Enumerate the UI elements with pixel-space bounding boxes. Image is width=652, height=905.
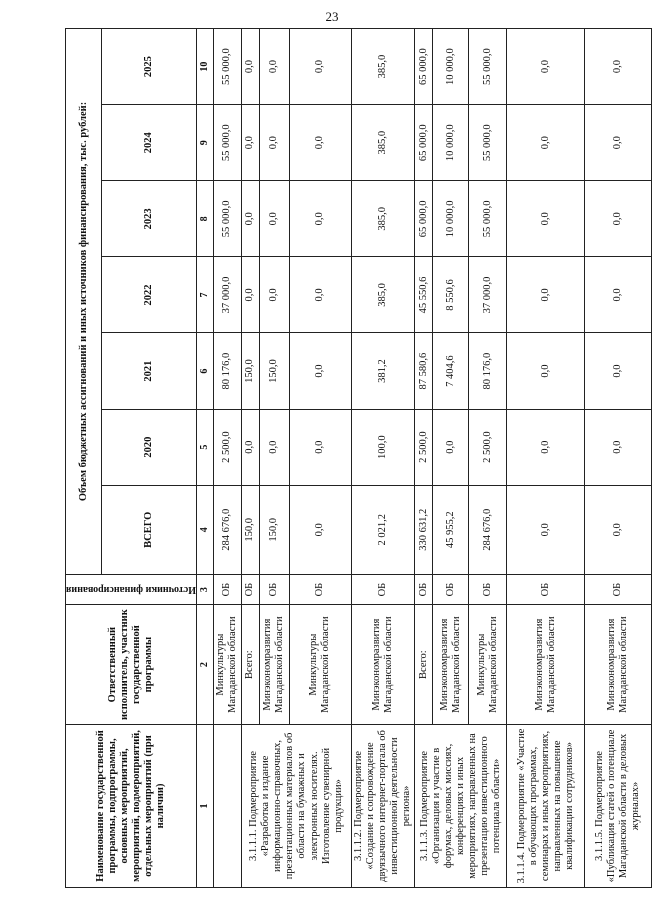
value-cell: 0,0 bbox=[507, 105, 585, 181]
row-name: 3.1.1.5. Подмероприятие «Публикация статей о потенциале Магаданской области в деловых журналах» bbox=[585, 724, 652, 887]
value-cell: 2 500,0 bbox=[415, 409, 433, 485]
value-cell: 100,0 bbox=[351, 409, 414, 485]
value-cell: 0,0 bbox=[585, 257, 652, 333]
year-header: ВСЕГО bbox=[102, 485, 197, 574]
value-cell: 55 000,0 bbox=[213, 29, 241, 105]
index-cell: 8 bbox=[196, 181, 213, 257]
budget-table bbox=[65, 28, 652, 888]
row-name: 3.1.1.2. Подмероприятие «Создание и сопровождение двуязычного интернет-портала об инвестиционной деятельности региона» bbox=[351, 724, 414, 887]
index-cell: 9 bbox=[196, 105, 213, 181]
row-source: ОБ bbox=[351, 574, 414, 604]
value-cell: 65 000,0 bbox=[415, 181, 433, 257]
value-cell: 2 021,2 bbox=[351, 485, 414, 574]
value-cell: 8 550,6 bbox=[433, 257, 469, 333]
value-cell: 150,0 bbox=[241, 333, 259, 409]
value-cell: 0,0 bbox=[507, 485, 585, 574]
table-row bbox=[507, 29, 585, 888]
value-cell: 45 955,2 bbox=[433, 485, 469, 574]
row-responsible: Минэкономразвития Магаданской области bbox=[507, 605, 585, 725]
row-source: ОБ bbox=[585, 574, 652, 604]
row-source: ОБ bbox=[259, 574, 289, 604]
value-cell: 0,0 bbox=[289, 333, 351, 409]
value-cell: 0,0 bbox=[289, 409, 351, 485]
value-cell: 37 000,0 bbox=[213, 257, 241, 333]
table-row bbox=[213, 29, 241, 888]
value-cell: 0,0 bbox=[507, 29, 585, 105]
value-cell: 0,0 bbox=[259, 409, 289, 485]
year-header: 2023 bbox=[102, 181, 197, 257]
value-cell: 0,0 bbox=[289, 105, 351, 181]
value-cell: 0,0 bbox=[259, 181, 289, 257]
value-cell: 45 550,6 bbox=[415, 257, 433, 333]
row-responsible: Минэкономразвития Магаданской области bbox=[351, 605, 414, 725]
value-cell: 80 176,0 bbox=[469, 333, 507, 409]
row-source: ОБ bbox=[241, 574, 259, 604]
row-source: ОБ bbox=[433, 574, 469, 604]
index-cell: 3 bbox=[196, 574, 213, 604]
value-cell: 385,0 bbox=[351, 257, 414, 333]
value-cell: 0,0 bbox=[507, 181, 585, 257]
value-cell: 0,0 bbox=[585, 29, 652, 105]
year-header: 2025 bbox=[102, 29, 197, 105]
value-cell: 0,0 bbox=[585, 105, 652, 181]
year-header: 2022 bbox=[102, 257, 197, 333]
value-cell: 284 676,0 bbox=[213, 485, 241, 574]
index-cell: 7 bbox=[196, 257, 213, 333]
row-name: 3.1.1.4. Подмероприятие «Участие в обучающих программах, семинарах и иных мероприятиях, направленных на повышение квалификации сотрудников» bbox=[507, 724, 585, 887]
row-source: ОБ bbox=[415, 574, 433, 604]
row-source: ОБ bbox=[469, 574, 507, 604]
value-cell: 0,0 bbox=[241, 409, 259, 485]
index-cell: 6 bbox=[196, 333, 213, 409]
value-cell: 0,0 bbox=[507, 257, 585, 333]
value-cell: 55 000,0 bbox=[213, 181, 241, 257]
value-cell: 0,0 bbox=[585, 485, 652, 574]
index-cell: 2 bbox=[196, 605, 213, 725]
value-cell: 385,0 bbox=[351, 181, 414, 257]
row-source: ОБ bbox=[213, 574, 241, 604]
row-name: 3.1.1.1. Подмероприятие «Разработка и издание информационно-справочных, презентационных материалов об области на бумажных и электронных носителях. Изготовление сувенирной продукции» bbox=[241, 724, 351, 887]
header-source: Источники финансирования bbox=[66, 574, 197, 604]
value-cell: 2 500,0 bbox=[469, 409, 507, 485]
table-row bbox=[585, 29, 652, 888]
value-cell: 0,0 bbox=[259, 257, 289, 333]
row-name: 3.1.1.3. Подмероприятие «Организация и участие в форумах, деловых миссиях, конференциях и иных мероприятиях, направленных на презентацию инвестиционного потенциала области» bbox=[415, 724, 507, 887]
value-cell: 0,0 bbox=[259, 105, 289, 181]
value-cell: 7 404,6 bbox=[433, 333, 469, 409]
value-cell: 37 000,0 bbox=[469, 257, 507, 333]
page-number: 23 bbox=[325, 9, 339, 24]
table-row bbox=[415, 29, 433, 888]
value-cell: 381,2 bbox=[351, 333, 414, 409]
value-cell: 0,0 bbox=[241, 181, 259, 257]
header-responsible: Ответственный исполнитель, участник государственной программы bbox=[66, 605, 197, 725]
value-cell: 10 000,0 bbox=[433, 105, 469, 181]
value-cell: 0,0 bbox=[289, 181, 351, 257]
value-cell: 0,0 bbox=[507, 333, 585, 409]
row-responsible: Минэкономразвития Магаданской области bbox=[585, 605, 652, 725]
index-cell: 1 bbox=[196, 724, 213, 887]
header-index-row bbox=[196, 29, 213, 888]
value-cell: 150,0 bbox=[259, 333, 289, 409]
value-cell: 150,0 bbox=[259, 485, 289, 574]
value-cell: 0,0 bbox=[507, 409, 585, 485]
value-cell: 0,0 bbox=[289, 29, 351, 105]
value-cell: 0,0 bbox=[289, 485, 351, 574]
row-responsible: Минкультуры Магаданской области bbox=[469, 605, 507, 725]
value-cell: 55 000,0 bbox=[469, 105, 507, 181]
row-responsible: Всего: bbox=[415, 605, 433, 725]
value-cell: 0,0 bbox=[241, 105, 259, 181]
header-row-1 bbox=[66, 29, 102, 888]
row-responsible: Минэкономразвития Магаданской области bbox=[259, 605, 289, 725]
value-cell: 284 676,0 bbox=[469, 485, 507, 574]
table-row bbox=[241, 29, 259, 888]
value-cell: 87 580,6 bbox=[415, 333, 433, 409]
value-cell: 385,0 bbox=[351, 105, 414, 181]
year-header: 2020 bbox=[102, 409, 197, 485]
row-responsible: Минкультуры Магаданской области bbox=[289, 605, 351, 725]
row-name bbox=[213, 724, 241, 887]
index-cell: 4 bbox=[196, 485, 213, 574]
value-cell: 150,0 bbox=[241, 485, 259, 574]
value-cell: 0,0 bbox=[241, 257, 259, 333]
value-cell: 385,0 bbox=[351, 29, 414, 105]
rotated-table-container bbox=[65, 28, 642, 888]
value-cell: 55 000,0 bbox=[469, 181, 507, 257]
value-cell: 0,0 bbox=[259, 29, 289, 105]
row-source: ОБ bbox=[507, 574, 585, 604]
value-cell: 55 000,0 bbox=[213, 105, 241, 181]
value-cell: 0,0 bbox=[433, 409, 469, 485]
header-name: Наименование государственной программы, подпрограммы, основных мероприятий, мероприятий, подмероприятий, отдельных мероприятий (при наличии) bbox=[66, 724, 197, 887]
table-row bbox=[351, 29, 414, 888]
value-cell: 0,0 bbox=[585, 409, 652, 485]
value-cell: 2 500,0 bbox=[213, 409, 241, 485]
value-cell: 65 000,0 bbox=[415, 105, 433, 181]
row-responsible: Минкультуры Магаданской области bbox=[213, 605, 241, 725]
value-cell: 10 000,0 bbox=[433, 181, 469, 257]
value-cell: 330 631,2 bbox=[415, 485, 433, 574]
value-cell: 55 000,0 bbox=[469, 29, 507, 105]
row-responsible: Минэкономразвития Магаданской области bbox=[433, 605, 469, 725]
index-cell: 5 bbox=[196, 409, 213, 485]
year-header: 2021 bbox=[102, 333, 197, 409]
value-cell: 80 176,0 bbox=[213, 333, 241, 409]
row-responsible: Всего: bbox=[241, 605, 259, 725]
value-cell: 0,0 bbox=[585, 181, 652, 257]
row-source: ОБ bbox=[289, 574, 351, 604]
year-header: 2024 bbox=[102, 105, 197, 181]
value-cell: 10 000,0 bbox=[433, 29, 469, 105]
value-cell: 65 000,0 bbox=[415, 29, 433, 105]
header-budget: Объем бюджетных ассигнований и иных источников финансирования, тыс. рублей: bbox=[66, 29, 102, 575]
index-cell: 10 bbox=[196, 29, 213, 105]
value-cell: 0,0 bbox=[241, 29, 259, 105]
value-cell: 0,0 bbox=[289, 257, 351, 333]
value-cell: 0,0 bbox=[585, 333, 652, 409]
